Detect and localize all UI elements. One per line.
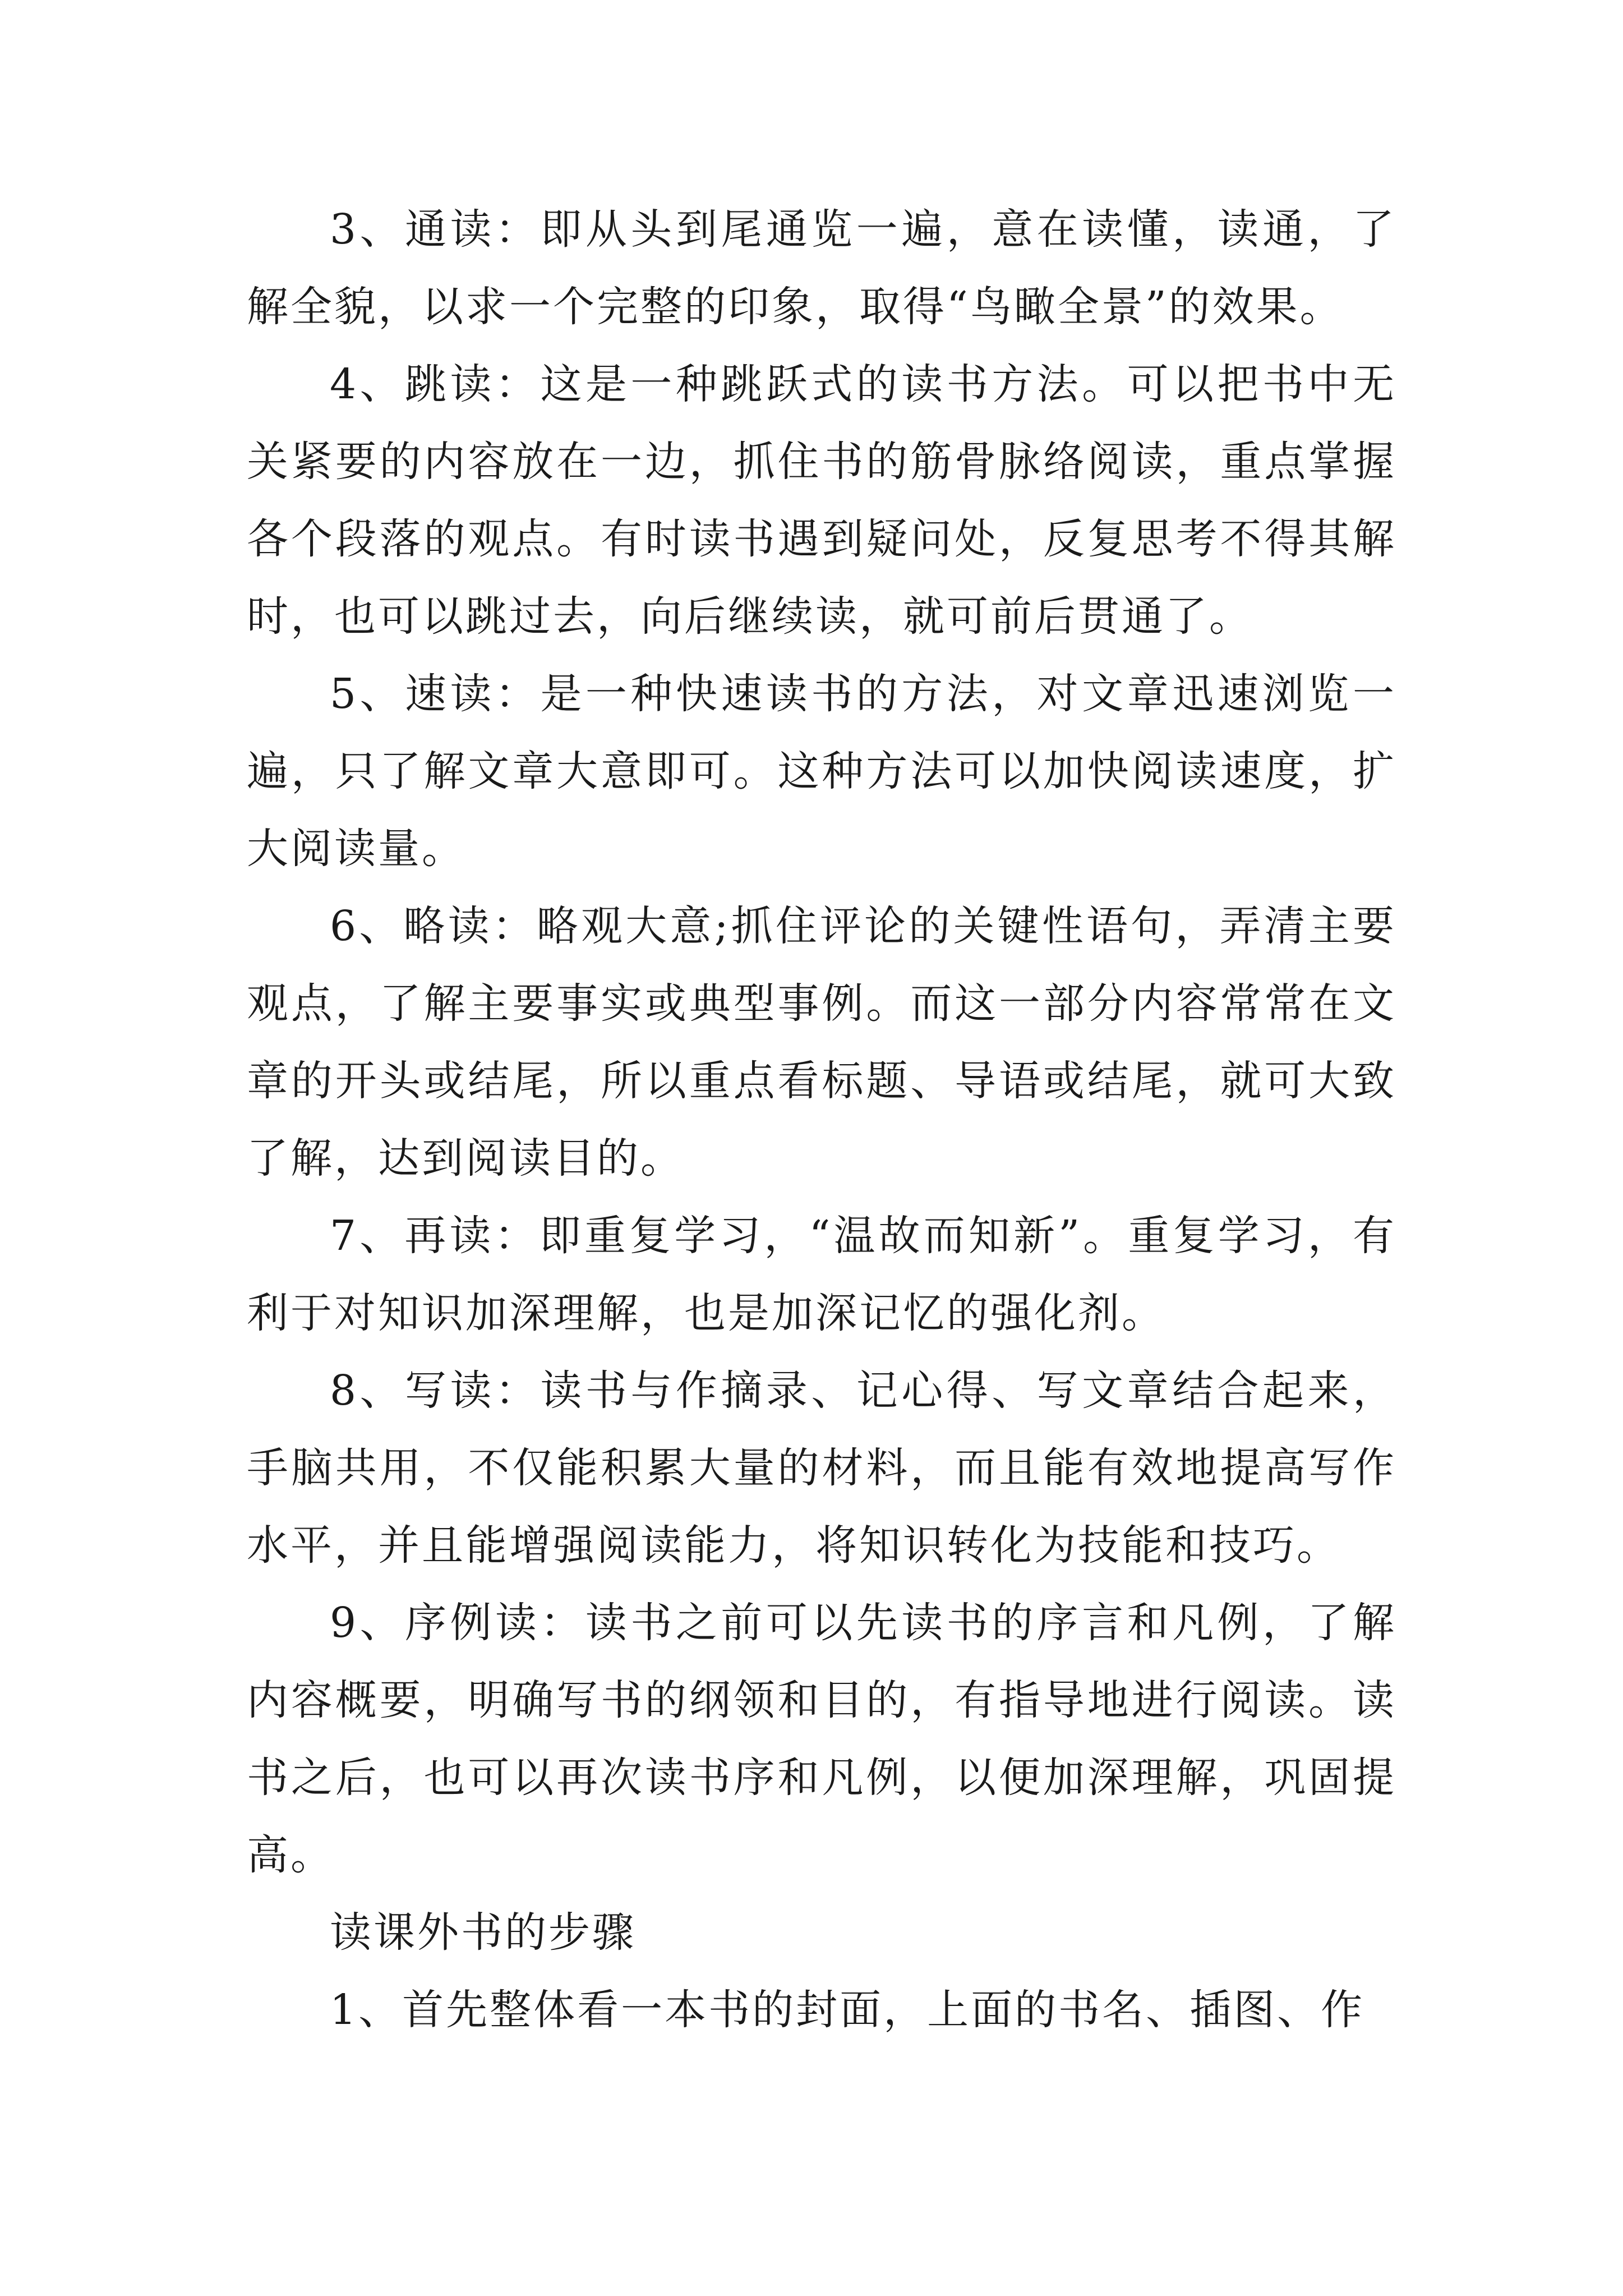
document-body: [247, 191, 1396, 2049]
paragraph-sudu: 5、速读：是一种快速读书的方法，对文章迅速浏览一遍，只了解文章大意即可。这种方法可以加快阅读速度，扩大阅读量。: [247, 670, 1396, 873]
section-heading-steps: 读课外书的步骤: [330, 1908, 636, 1957]
paragraph-xulidu: 9、序例读：读书之前可以先读书的序言和凡例，了解内容概要，明确写书的纲领和目的，有指导地进行阅读。读书之后，也可以再次读书序和凡例，以便加深理解，巩固提高。: [247, 1599, 1396, 1879]
paragraph-luedu: 6、略读：略观大意;抓住评论的关键性语句，弄清主要观点，了解主要事实或典型事例。而这一部分内容常常在文章的开头或结尾，所以重点看标题、导语或结尾，就可大致了解，达到阅读目的。: [247, 902, 1396, 1182]
paragraph-tiaodu: 4、跳读：这是一种跳跃式的读书方法。可以把书中无关紧要的内容放在一边，抓住书的筋骨脉络阅读，重点掌握各个段落的观点。有时读书遇到疑问处，反复思考不得其解时，也可以跳过去，向后继续读，就可前后贯通了。: [247, 360, 1396, 641]
paragraph-tongdu: 3、通读：即从头到尾通览一遍，意在读懂，读通，了解全貌，以求一个完整的印象，取得“鸟瞰全景”的效果。: [247, 205, 1396, 331]
paragraph-step-1: 1、首先整体看一本书的封面，上面的书名、插图、作: [330, 1986, 1365, 2034]
paragraph-xiedu: 8、写读：读书与作摘录、记心得、写文章结合起来，手脑共用，不仅能积累大量的材料，而且能有效地提高写作水平，并且能增强阅读能力，将知识转化为技能和技巧。: [247, 1366, 1396, 1570]
paragraph-zaidu: 7、再读：即重复学习，“温故而知新”。重复学习，有利于对知识加深理解，也是加深记忆的强化剂。: [247, 1212, 1396, 1337]
